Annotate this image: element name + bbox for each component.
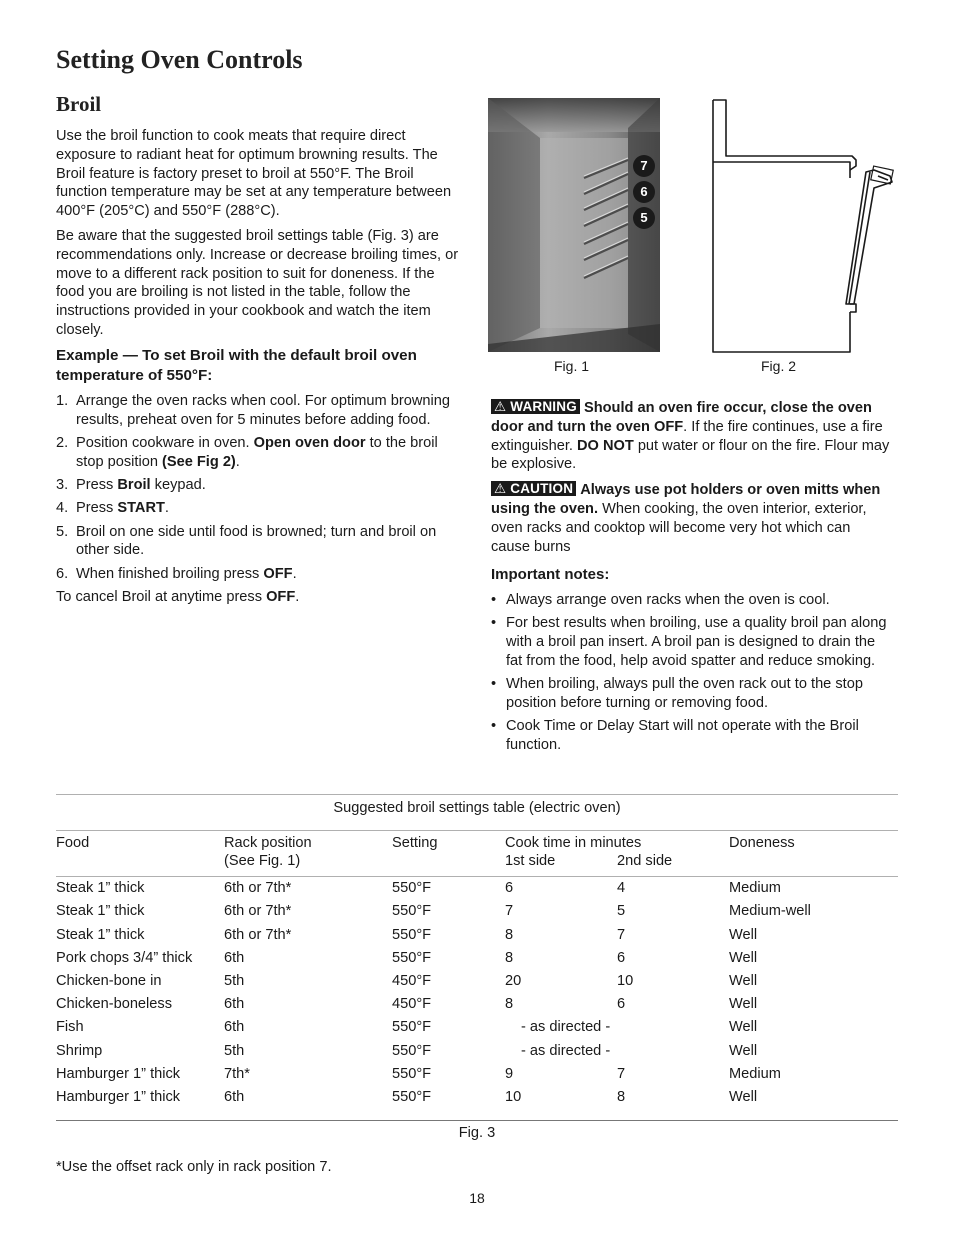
fig1-label: Fig. 1 bbox=[554, 358, 590, 374]
table-bottom-rule bbox=[56, 1120, 898, 1121]
warning-text: . If the fire continues, use a fire extinguisher. bbox=[491, 418, 883, 454]
cell-food: Pork chops 3/4” thick bbox=[56, 950, 193, 966]
cell-cook-time-combined: - as directed - bbox=[521, 1019, 611, 1035]
warning-paragraph bbox=[491, 399, 893, 474]
step-number: 1. bbox=[56, 392, 69, 409]
cell-rack: 6th bbox=[224, 1019, 245, 1035]
cell-side1: 8 bbox=[505, 927, 514, 943]
rack-position-badge-7: 7 bbox=[633, 155, 655, 177]
step-text: Press bbox=[76, 476, 118, 493]
note-item: • Cook Time or Delay Start will not operate with the Broil function. bbox=[491, 718, 859, 754]
cell-food: Chicken-bone in bbox=[56, 973, 162, 989]
header-rack-label: Rack position bbox=[224, 835, 312, 851]
footnote: *Use the offset rack only in rack position 7. bbox=[56, 1159, 332, 1175]
cell-doneness: Well bbox=[729, 927, 758, 943]
cell-doneness: Well bbox=[729, 1043, 758, 1059]
cell-rack: 6th bbox=[224, 996, 245, 1012]
header-side-1: 1st side bbox=[505, 853, 556, 870]
table-caption-rule bbox=[56, 830, 898, 831]
step-number: 4. bbox=[56, 500, 69, 517]
table-header-rule bbox=[56, 876, 898, 877]
warning-badge: ⚠ WARNING bbox=[491, 399, 580, 414]
cell-setting: 450°F bbox=[392, 973, 432, 989]
cell-rack: 6th bbox=[224, 1089, 245, 1105]
header-setting: Setting bbox=[392, 835, 438, 851]
cell-doneness: Well bbox=[729, 1019, 758, 1035]
cell-side1: 7 bbox=[505, 903, 514, 919]
cell-rack: 6th or 7th* bbox=[224, 880, 292, 896]
cell-side1: 10 bbox=[505, 1089, 522, 1105]
header-cook-time bbox=[505, 834, 672, 870]
fig3-label: Fig. 3 bbox=[458, 1125, 496, 1141]
cell-doneness: Well bbox=[729, 996, 758, 1012]
note-text: Cook Time or Delay Start will not operate with the Broil function. bbox=[506, 718, 859, 754]
step-number: 2. bbox=[56, 434, 69, 451]
note-text: When broiling, always pull the oven rack out to the stop position before turning or removing food. bbox=[506, 676, 863, 712]
cell-rack: 6th or 7th* bbox=[224, 927, 292, 943]
oven-interior-figure bbox=[488, 98, 660, 352]
cancel-text-end: . bbox=[295, 588, 300, 605]
intro-paragraph-2: Be aware that the suggested broil settings table (Fig. 3) are recommendations only. Increase or decrease broiling times, or move to a different rack position to suit for doneness. If the food you are broiling is not listed in the table, follow the instructions provided in your cookbook and watch the item closely. bbox=[56, 227, 459, 338]
step-bold: START bbox=[117, 500, 165, 517]
note-item: • Always arrange oven racks when the oven is cool. bbox=[491, 592, 830, 609]
right-column bbox=[491, 399, 893, 760]
cell-rack: 5th bbox=[224, 1043, 245, 1059]
cell-doneness: Well bbox=[729, 973, 758, 989]
step-bold: OFF bbox=[263, 565, 293, 582]
left-column bbox=[56, 127, 464, 613]
step-item bbox=[56, 523, 464, 561]
cell-setting: 550°F bbox=[392, 1089, 432, 1105]
step-text: Press bbox=[76, 500, 118, 517]
step-number: 3. bbox=[56, 476, 69, 493]
note-text: Always arrange oven racks when the oven is cool. bbox=[506, 592, 830, 609]
page-number: 18 bbox=[469, 1190, 485, 1206]
cell-side2: 7 bbox=[617, 927, 626, 943]
warning-badge-label: WARNING bbox=[510, 399, 577, 414]
step-item bbox=[56, 499, 464, 518]
caution-paragraph bbox=[491, 481, 893, 556]
step-item bbox=[56, 476, 464, 495]
warning-bold-text: Should an oven fire occur, close the oven door and turn the oven OFF bbox=[491, 400, 872, 435]
cancel-instruction bbox=[56, 588, 464, 607]
step-text: keypad. bbox=[150, 476, 206, 493]
step-bold: (See Fig 2) bbox=[162, 453, 236, 470]
fig2-label: Fig. 2 bbox=[761, 358, 797, 374]
range-side-view-figure bbox=[704, 98, 900, 354]
table-top-rule bbox=[56, 794, 898, 795]
header-sides bbox=[505, 852, 672, 870]
rack-position-badge-6: 6 bbox=[633, 181, 655, 203]
cell-doneness: Well bbox=[729, 950, 758, 966]
caution-bold-text: Always use pot holders or oven mitts when using the oven. bbox=[491, 482, 881, 517]
cell-setting: 550°F bbox=[392, 927, 432, 943]
cell-side2: 6 bbox=[617, 950, 626, 966]
example-heading: Example — To set Broil with the default broil oven temperature of 550°F: bbox=[56, 346, 417, 384]
step-number: 6. bbox=[56, 565, 69, 582]
cell-doneness: Medium bbox=[729, 1066, 781, 1082]
notes-list bbox=[491, 591, 893, 755]
cell-food: Steak 1” thick bbox=[56, 903, 145, 919]
cell-side2: 7 bbox=[617, 1066, 626, 1082]
cell-food: Hamburger 1” thick bbox=[56, 1066, 181, 1082]
caution-badge-label: CAUTION bbox=[510, 481, 574, 497]
step-text: When finished broiling press bbox=[76, 565, 264, 582]
cell-side1: 8 bbox=[505, 996, 514, 1012]
header-side-2: 2nd side bbox=[617, 853, 673, 870]
cell-setting: 550°F bbox=[392, 903, 432, 919]
header-food: Food bbox=[56, 835, 90, 851]
cell-setting: 550°F bbox=[392, 1043, 432, 1059]
step-item bbox=[56, 392, 464, 430]
step-number: 5. bbox=[56, 523, 69, 540]
cell-side2: 10 bbox=[617, 973, 634, 989]
important-notes-heading: Important notes: bbox=[491, 566, 610, 584]
cell-side1: 6 bbox=[505, 880, 514, 896]
page-title: Setting Oven Controls bbox=[56, 45, 303, 74]
cell-food: Shrimp bbox=[56, 1043, 103, 1059]
header-doneness: Doneness bbox=[729, 835, 795, 851]
cell-doneness: Medium bbox=[729, 880, 781, 896]
note-text: For best results when broiling, use a quality broil pan along with a broil pan insert. A broil pan is designed to drain the fat from the food, help avoid spatter and reduce smoking. bbox=[506, 615, 887, 670]
header-rack-sub: (See Fig. 1) bbox=[224, 853, 301, 870]
cancel-text: To cancel Broil at anytime press bbox=[56, 588, 267, 605]
header-rack-position bbox=[224, 834, 312, 870]
step-text: Position cookware in oven. bbox=[76, 434, 254, 451]
cell-doneness: Well bbox=[729, 1089, 758, 1105]
note-item: • When broiling, always pull the oven rack out to the stop position before turning or removing food. bbox=[491, 676, 863, 712]
warning-bold-text-2: DO NOT bbox=[577, 437, 634, 454]
cell-setting: 550°F bbox=[392, 1019, 432, 1035]
cell-side1: 20 bbox=[505, 973, 522, 989]
cell-side2: 5 bbox=[617, 903, 626, 919]
cell-side1: 8 bbox=[505, 950, 514, 966]
cancel-bold: OFF bbox=[266, 588, 296, 605]
step-bold: Open oven door bbox=[253, 434, 366, 451]
step-item bbox=[56, 565, 464, 584]
section-title-broil: Broil bbox=[56, 92, 102, 116]
steps-list bbox=[56, 392, 464, 584]
cell-rack: 6th or 7th* bbox=[224, 903, 292, 919]
cell-rack: 5th bbox=[224, 973, 245, 989]
cell-food: Steak 1” thick bbox=[56, 880, 145, 896]
warning-text-2: put water or flour on the fire. Flour may be explosive. bbox=[491, 437, 890, 473]
step-text: . bbox=[164, 500, 169, 517]
cell-side2: 6 bbox=[617, 996, 626, 1012]
cell-cook-time-combined: - as directed - bbox=[521, 1043, 611, 1059]
step-text: to the broil stop position bbox=[76, 434, 438, 470]
step-item bbox=[56, 434, 464, 472]
cell-food: Hamburger 1” thick bbox=[56, 1089, 181, 1105]
cell-rack: 7th* bbox=[224, 1066, 250, 1082]
caution-text: When cooking, the oven interior, exterior, oven racks and cooktop will become very hot which can cause burns bbox=[491, 500, 867, 555]
header-cook-time-label: Cook time in minutes bbox=[505, 835, 642, 851]
step-text: . bbox=[235, 453, 240, 470]
cell-setting: 550°F bbox=[392, 950, 432, 966]
cell-rack: 6th bbox=[224, 950, 245, 966]
cell-setting: 550°F bbox=[392, 1066, 432, 1082]
step-text: Broil on one side until food is browned; turn and broil on other side. bbox=[76, 523, 437, 559]
cell-side2: 8 bbox=[617, 1089, 626, 1105]
step-bold: Broil bbox=[117, 476, 151, 493]
cell-food: Fish bbox=[56, 1019, 84, 1035]
rack-position-badge-5: 5 bbox=[633, 207, 655, 229]
cell-setting: 550°F bbox=[392, 880, 432, 896]
table-caption: Suggested broil settings table (electric oven) bbox=[333, 800, 621, 816]
note-item: • For best results when broiling, use a quality broil pan along with a broil pan insert. A broil pan is designed to drain the fat from the food, help avoid spatter and reduce smoking. bbox=[491, 615, 887, 670]
cell-food: Chicken-boneless bbox=[56, 996, 173, 1012]
cell-side1: 9 bbox=[505, 1066, 514, 1082]
step-text: Arrange the oven racks when cool. For optimum browning results, preheat oven for 5 minutes before adding food. bbox=[76, 392, 450, 428]
caution-badge: ⚠ CAUTION bbox=[491, 481, 576, 496]
intro-paragraph-1: Use the broil function to cook meats that require direct exposure to radiant heat for optimum browning results. The Broil feature is factory preset to broil at 550°F. The Broil function temperature may be set at any temperature between 400°F (205°C) and 550°F (288°C). bbox=[56, 128, 452, 220]
cell-food: Steak 1” thick bbox=[56, 927, 145, 943]
step-text: . bbox=[292, 565, 297, 582]
cell-doneness: Medium-well bbox=[729, 903, 811, 919]
cell-setting: 450°F bbox=[392, 996, 432, 1012]
cell-side2: 4 bbox=[617, 880, 626, 896]
